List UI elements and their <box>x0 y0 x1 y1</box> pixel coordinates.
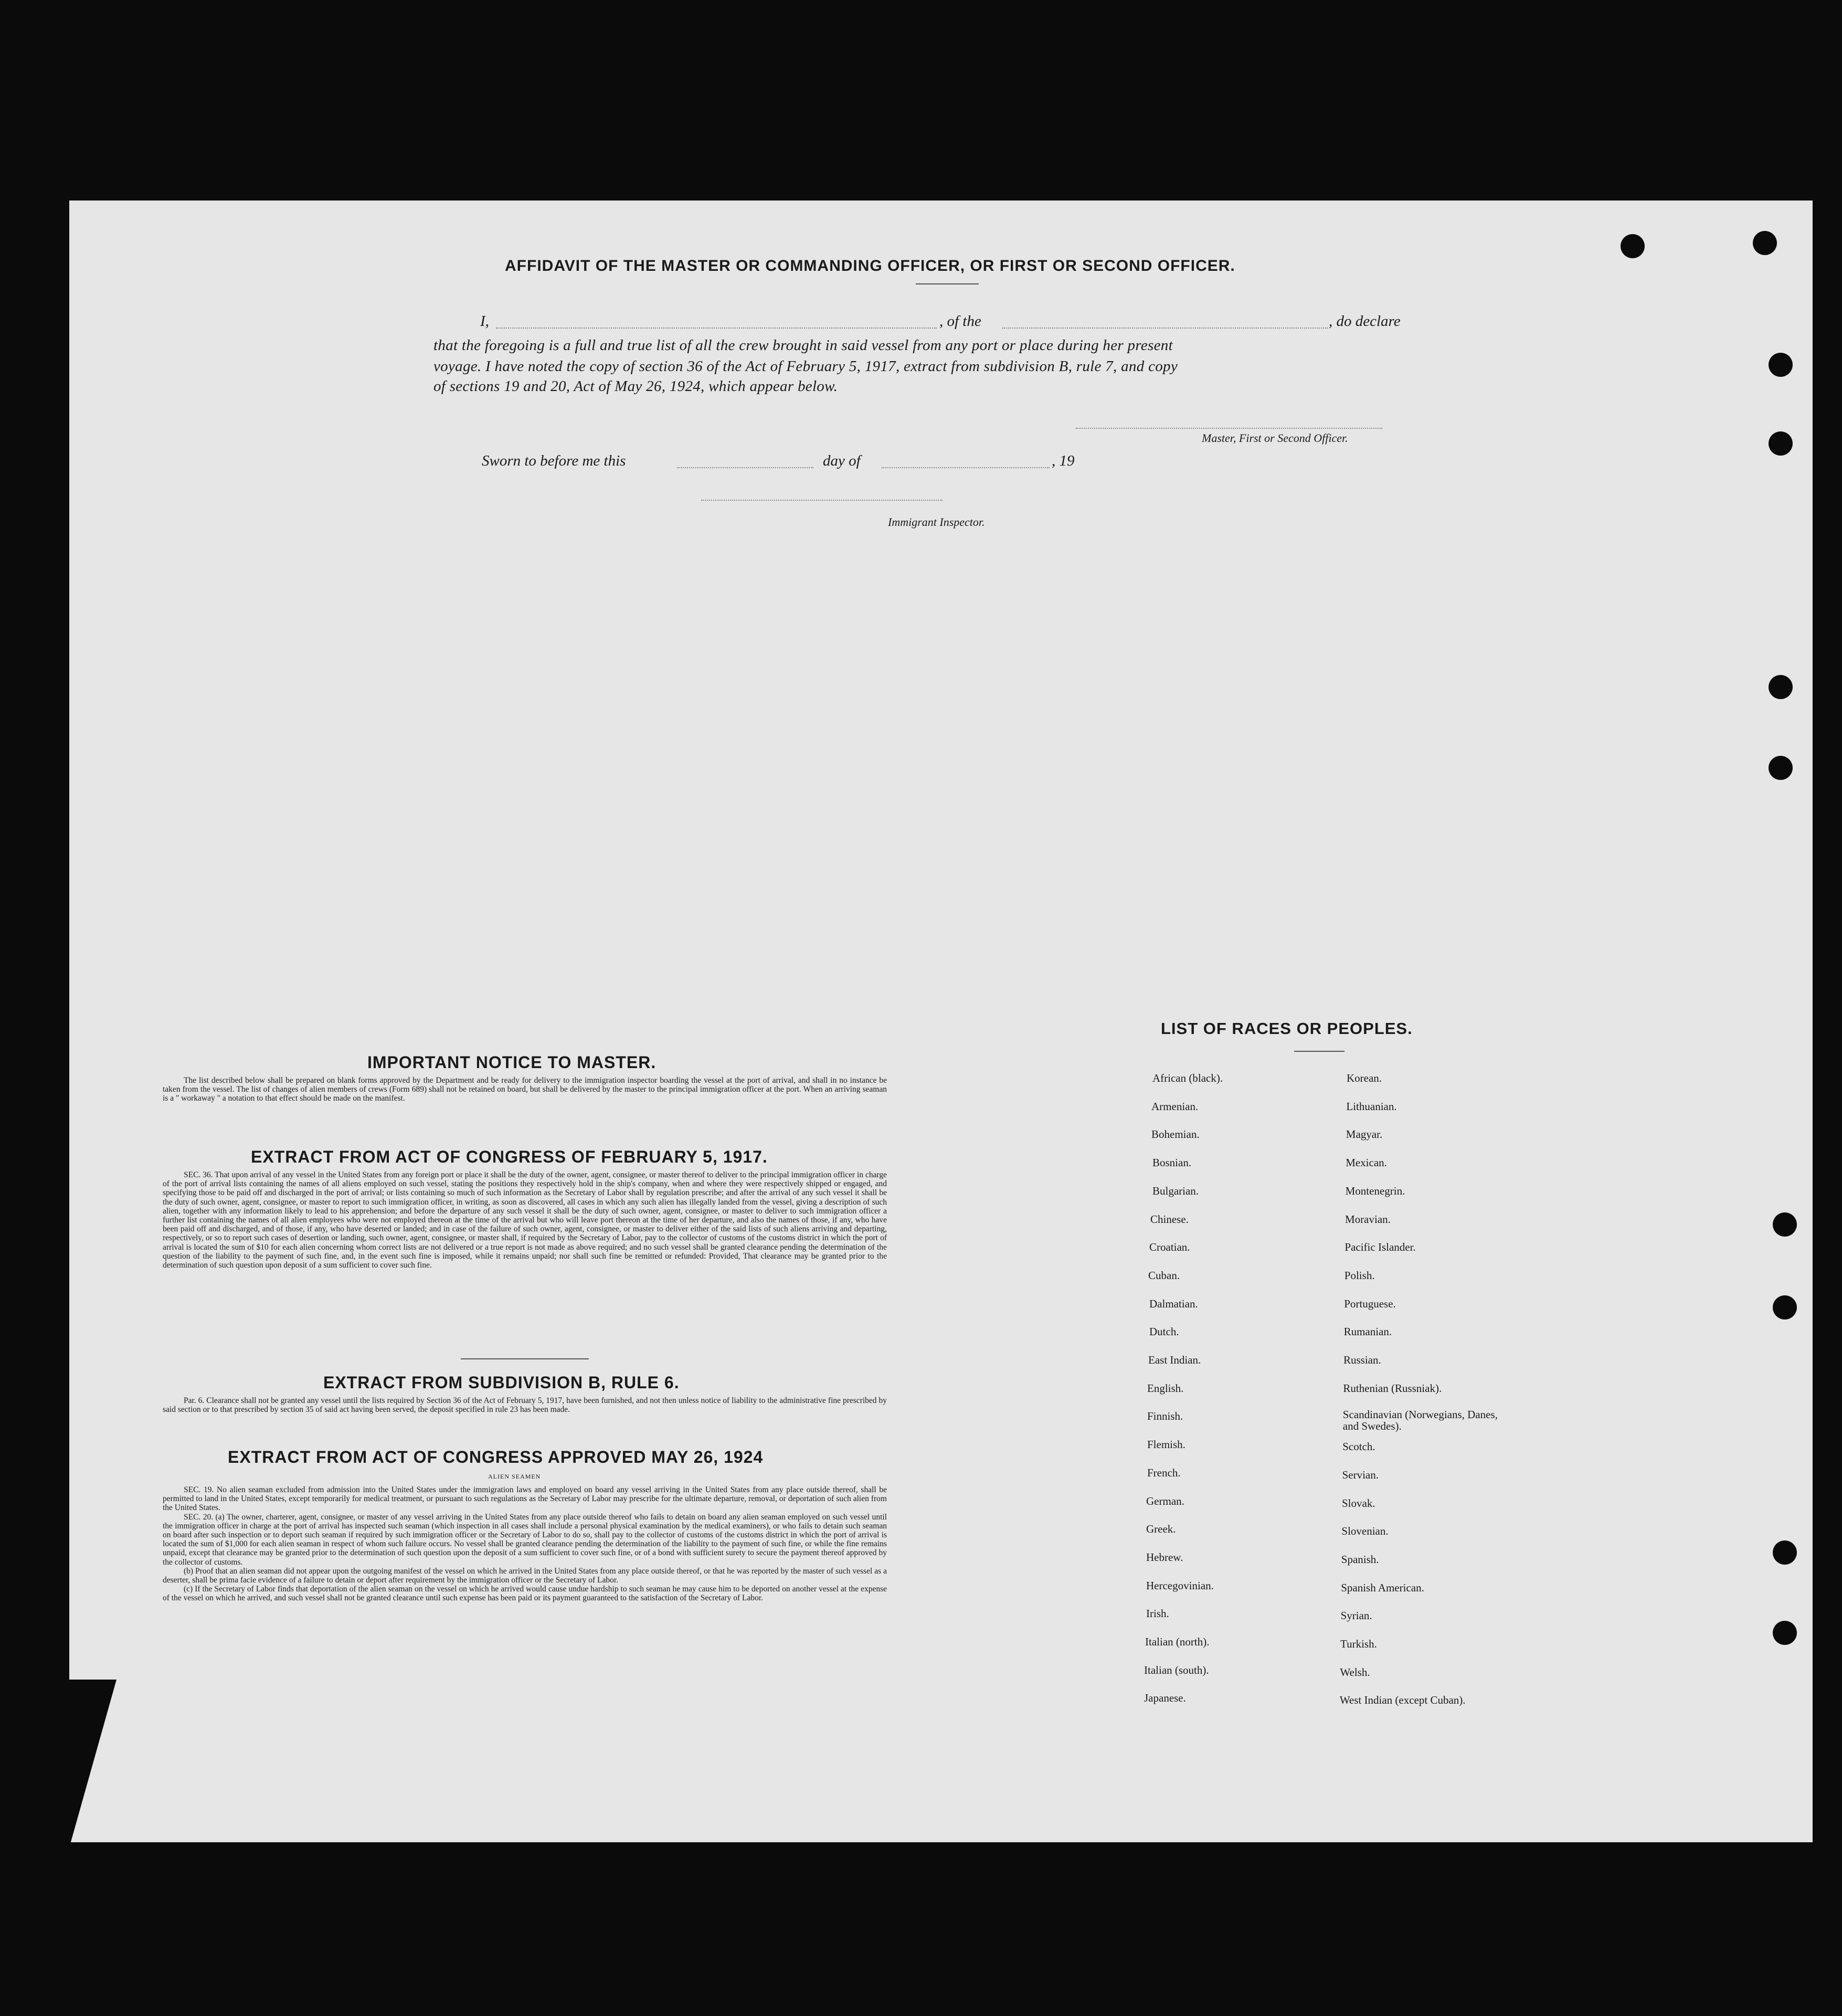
race-item-right: Russian. <box>1343 1354 1381 1366</box>
race-item-left: Irish. <box>1146 1607 1169 1620</box>
punch-hole-icon <box>1769 431 1793 456</box>
punch-hole-icon <box>1769 353 1793 377</box>
notice-text <box>163 1076 887 1103</box>
race-item-left: Finnish. <box>1147 1410 1183 1423</box>
affidavit-declare-label: , do declare <box>1329 313 1401 330</box>
race-item-right: Pacific Islander. <box>1345 1241 1416 1254</box>
race-item-right: Syrian. <box>1340 1609 1372 1622</box>
master-signature-label: Master, First or Second Officer. <box>1202 431 1348 445</box>
affidavit-line2: that the foregoing is a full and true list of all the crew brought in said vessel from any port or place during her present <box>433 337 1173 354</box>
race-item-left: Hercegovinian. <box>1146 1579 1214 1592</box>
punch-hole-icon <box>1773 1295 1797 1320</box>
punch-hole-icon <box>1753 231 1777 255</box>
notice-paragraph: The list described below shall be prepared on blank forms approved by the Department and be ready for delivery to the immigration inspector boarding the vessel at the port of arrival, and shall in no instance be taken from the vessel. The list of changes of alien members of crews (Form 689) shall not be retained on board, but shall be delivered by the master to the principal immigration officer at the port. When an arriving seaman is a " workaway " a notation to that effect should be made on the manifest. <box>163 1076 887 1103</box>
race-item-right: Montenegrin. <box>1345 1184 1405 1197</box>
punch-hole-icon <box>1773 1621 1797 1645</box>
torn-corner <box>69 1680 117 1848</box>
affidavit-line3: voyage. I have noted the copy of section 36 of the Act of February 5, 1917, extract from subdivision B, rule 7, and copy <box>433 358 1178 375</box>
race-item-left: African (black). <box>1152 1072 1223 1084</box>
race-item-left: Hebrew. <box>1146 1550 1183 1564</box>
race-item-left: Armenian. <box>1151 1100 1199 1113</box>
affidavit-i-label: I, <box>480 313 489 330</box>
race-item-left: Bulgarian. <box>1152 1184 1199 1197</box>
punch-hole-icon <box>1769 756 1793 780</box>
alien-seamen-subtitle: ALIEN SEAMEN <box>488 1473 541 1480</box>
race-item-right: Rumanian. <box>1343 1325 1392 1338</box>
section-divider <box>461 1358 589 1359</box>
race-item-left: Croatian. <box>1149 1241 1190 1254</box>
inspector-signature-label: Immigrant Inspector. <box>888 515 985 529</box>
races-title-underline <box>1294 1051 1345 1052</box>
act-1917-text <box>163 1170 887 1270</box>
race-item-right: Lithuanian. <box>1346 1100 1397 1113</box>
race-item-right: Turkish. <box>1340 1638 1377 1650</box>
race-item-right: Slovenian. <box>1341 1525 1389 1538</box>
race-item-right: Welsh. <box>1340 1665 1370 1679</box>
sec-20a-paragraph: SEC. 20. (a) The owner, charterer, agent, consignee, or master of any vessel arriving in the United States from any place outside thereof who fails to detain on board any alien seaman employed on such vessel until the immigration officer in charge at the port of arrival has inspected such seaman (which inspection in all cases shall include a personal physical examination by the medical examiners), or who fails to detain such seaman on board after such inspection or to deport such seaman if required by such immigration officer or the Secretary of Labor to do so, shall pay to the collector of customs of the customs district in which the port of arrival is located the sum of $1,000 for each alien seaman in respect of whom such failure occurs. No vessel shall be granted clearance pending the determination of the liability to the payment of such fine, or while the fine remains unpaid, except that clearance may be granted prior to the determination of such question upon the deposit of a sum sufficient to cover such fine, or of a bond with sufficient surety to secure the payment thereof approved by the collector of customs. <box>163 1512 887 1567</box>
affidavit-of-the-label: , of the <box>939 313 981 330</box>
affidavit-line4: of sections 19 and 20, Act of May 26, 1924, which appear below. <box>433 378 838 395</box>
punch-hole-icon <box>1769 675 1793 699</box>
rule-6-text <box>163 1396 887 1414</box>
race-item-left: French. <box>1147 1466 1181 1479</box>
race-item-left: Italian (north). <box>1145 1635 1210 1648</box>
act-1917-title: EXTRACT FROM ACT OF CONGRESS OF FEBRUARY 5, 1917. <box>251 1147 768 1166</box>
race-item-right: Servian. <box>1342 1468 1379 1481</box>
act-1924-text <box>163 1485 887 1603</box>
race-item-left: Greek. <box>1146 1523 1176 1536</box>
affidavit-title: AFFIDAVIT OF THE MASTER OR COMMANDING OFFICER, OR FIRST OR SECOND OFFICER. <box>505 257 1235 275</box>
title-underline <box>916 283 979 284</box>
race-item-right: Portuguese. <box>1344 1297 1396 1310</box>
race-item-right: Scandinavian (Norwegians, Danes, and Swedes). <box>1342 1408 1498 1433</box>
race-item-right: Magyar. <box>1346 1128 1383 1141</box>
race-item-left: English. <box>1147 1381 1184 1395</box>
race-item-right: Spanish American. <box>1341 1581 1424 1594</box>
race-item-left: German. <box>1146 1494 1184 1507</box>
month-blank[interactable] <box>882 467 1050 468</box>
race-item-left: East Indian. <box>1148 1354 1201 1366</box>
race-item-right: Spanish. <box>1341 1553 1379 1566</box>
race-item-left: Bohemian. <box>1151 1128 1200 1141</box>
race-item-right: Ruthenian (Russniak). <box>1343 1381 1442 1395</box>
punch-hole-icon <box>1621 234 1645 258</box>
race-item-left: Bosnian. <box>1152 1156 1192 1169</box>
race-item-left: Chinese. <box>1150 1212 1189 1226</box>
par-6-paragraph: Par. 6. Clearance shall not be granted any vessel until the lists required by Section 36 of the Act of February 5, 1917, have been furnished, and not then unless notice of liability to the administrative fine prescribed by said section or to that prescribed by section 35 of said act having been served, the deposit specified in rule 23 has been made. <box>163 1396 887 1415</box>
race-item-right: Scotch. <box>1342 1440 1375 1453</box>
race-item-left: Dalmatian. <box>1149 1297 1198 1310</box>
race-item-right: Moravian. <box>1345 1212 1391 1226</box>
race-item-right: Korean. <box>1347 1072 1382 1084</box>
master-signature-line[interactable] <box>1076 428 1382 429</box>
races-title: LIST OF RACES OR PEOPLES. <box>1161 1019 1413 1038</box>
sec-20c-paragraph: (c) If the Secretary of Labor finds that deportation of the alien seaman on the vessel on which he arrived would cause undue hardship to such seaman he may cause him to be deported on another vessel at the expense of the vessel on which he arrived, and such vessel shall not be granted clearance until such expense has been paid or its payment guaranteed to the satisfaction of the Secretary of Labor. <box>163 1585 887 1603</box>
notice-title: IMPORTANT NOTICE TO MASTER. <box>367 1053 657 1072</box>
race-item-left: Japanese. <box>1144 1692 1186 1705</box>
sworn-label: Sworn to before me this <box>482 452 626 469</box>
race-item-right: Polish. <box>1344 1269 1375 1282</box>
sec-20b-paragraph: (b) Proof that an alien seaman did not appear upon the outgoing manifest of the vessel on which he arrived in the United States from any place outside thereof, or that he was reported by the master of such vessel as a deserter, shall be prima facie evidence of a failure to detain or deport after requirement by the immigration officer or the Secretary of Labor. <box>163 1566 887 1585</box>
race-item-left: Flemish. <box>1147 1438 1185 1451</box>
name-blank[interactable] <box>496 328 937 329</box>
race-item-right: Mexican. <box>1346 1156 1387 1169</box>
sec-36-paragraph: SEC. 36. That upon arrival of any vessel in the United States from any foreign port or place it shall be the duty of the owner, agent, consignee, or master thereof to deliver to the principal immigration officer in charge of the port of arrival lists containing the names of all aliens employed on such vessel, stating the positions they respectively hold in the ship's company, when and where they were respectively shipped or engaged, and specifying those to be paid off and discharged in the port of arrival; or lists containing so much of such information as the Secretary of Labor shall by regulation prescribe; and after the arrival of any such vessel it shall be the duty of such owner, agent, consignee, or master to report to such immigration officer, in writing, as soon as discovered, all cases in which any such alien has illegally landed from the vessel, giving a description of such alien, together with any information likely to lead to his apprehension; and before the departure of any such vessel it shall be the duty of such owner, agent, consignee, or master to deliver to such immigration officer a further list containing the names of all alien employees who were not employed thereon at the time of the arrival but who will leave port thereon at the time of her departure, and also the names of those, if any, who have been paid off and discharged, and of those, if any, who have deserted or landed; and in case of the failure of such owner, agent, consignee, or master to deliver either of the said lists of such aliens arriving and departing, respectively, or so to report such cases of desertion or landing, such owner, agent, consignee, or master shall, if required by the Secretary of Labor, pay to the collector of customs of the customs district in which the port of arrival is located the sum of $10 for each alien concerning whom correct lists are not delivered or a true report is not made as above required; and no such vessel shall be granted clearance pending the determination of the question of the liability to the payment of such fine, and, in the event such fine is imposed, while it remains unpaid; nor shall such fine be remitted or refunded: Provided, That clearance may be granted prior to the determination of such question upon deposit of a sum sufficient to cover such fine. <box>163 1170 887 1270</box>
race-item-left: Cuban. <box>1148 1269 1180 1282</box>
race-item-right: West Indian (except Cuban). <box>1339 1694 1466 1707</box>
punch-hole-icon <box>1773 1540 1797 1565</box>
race-item-right: Slovak. <box>1342 1496 1375 1510</box>
inspector-signature-line[interactable] <box>701 500 943 501</box>
day-blank[interactable] <box>677 467 813 468</box>
race-item-left: Dutch. <box>1149 1325 1179 1338</box>
rule-6-title: EXTRACT FROM SUBDIVISION B, RULE 6. <box>323 1373 680 1392</box>
year-label: , 19 <box>1052 452 1075 469</box>
race-item-left: Italian (south). <box>1144 1663 1209 1676</box>
sec-19-paragraph: SEC. 19. No alien seaman excluded from admission into the United States under the immigration laws and employed on board any vessel arriving in the United States from any place outside thereof, shall be permitted to land in the United States, except temporarily for medical treatment, or pursuant to such regulations as the Secretary of Labor may prescribe for the ultimate departure, removal, or deportation of such alien from the United States. <box>163 1485 887 1513</box>
act-1924-title: EXTRACT FROM ACT OF CONGRESS APPROVED MAY 26, 1924 <box>228 1448 764 1466</box>
day-of-label: day of <box>823 452 861 469</box>
punch-hole-icon <box>1773 1212 1797 1237</box>
vessel-blank[interactable] <box>1002 328 1328 329</box>
